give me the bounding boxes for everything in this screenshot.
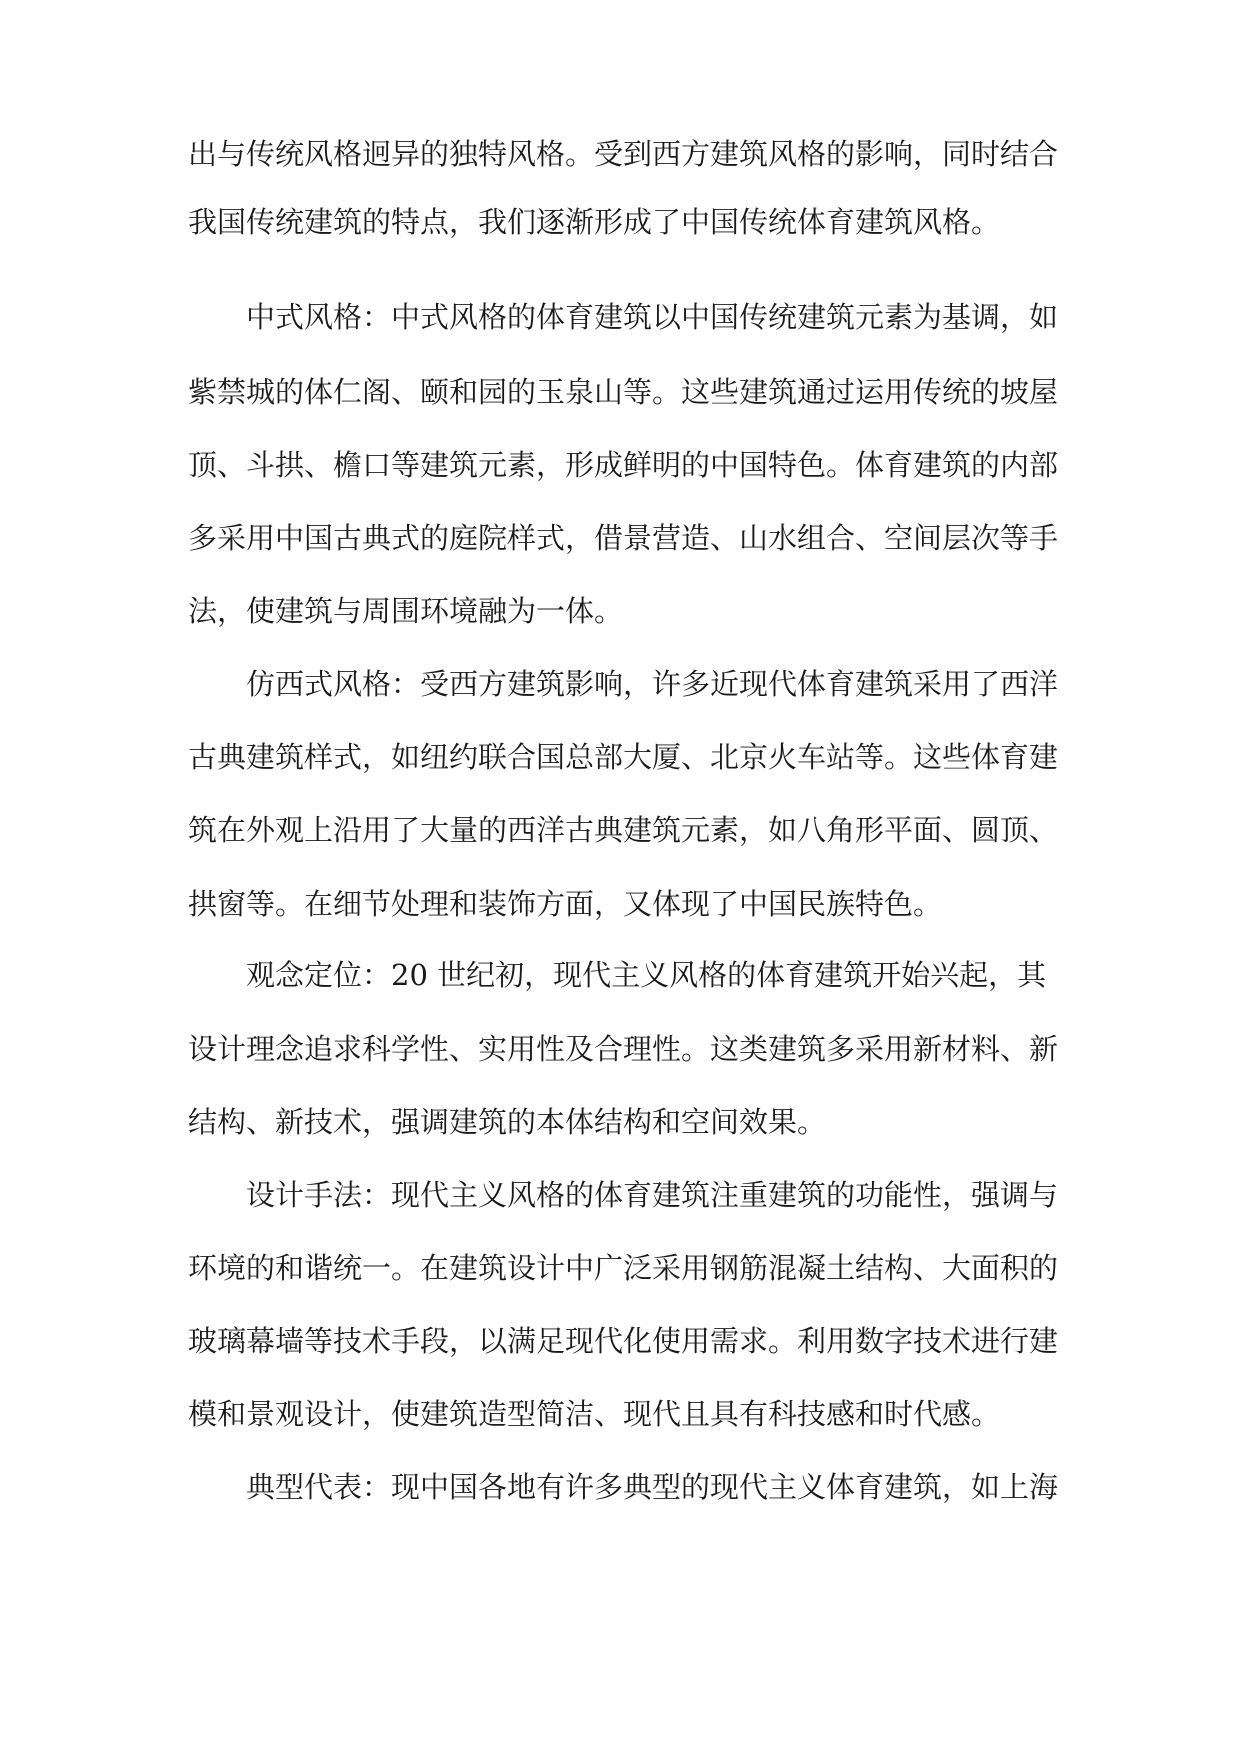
text-line: 结构、新技术，强调建筑的本体结构和空间效果。 — [188, 1105, 827, 1139]
text-line: 玻璃幕墙等技术手段，以满足现代化使用需求。利用数字技术进行建 — [188, 1324, 1059, 1358]
paragraph-start: 观念定位：20 世纪初，现代主义风格的体育建筑开始兴起，其 — [246, 958, 1047, 992]
text-line: 拱窗等。在细节处理和装饰方面，又体现了中国民族特色。 — [188, 887, 943, 921]
paragraph-start: 仿西式风格：受西方建筑影响，许多近现代体育建筑采用了西洋 — [246, 667, 1059, 701]
paragraph-start: 中式风格：中式风格的体育建筑以中国传统建筑元素为基调，如 — [246, 300, 1059, 334]
text-line: 我国传统建筑的特点，我们逐渐形成了中国传统体育建筑风格。 — [188, 205, 1001, 239]
text-line: 法，使建筑与周围环境融为一体。 — [188, 594, 624, 628]
text-line: 古典建筑样式，如纽约联合国总部大厦、北京火车站等。这些体育建 — [188, 740, 1059, 774]
text-line: 顶、斗拱、檐口等建筑元素，形成鲜明的中国特色。体育建筑的内部 — [188, 448, 1059, 482]
paragraph-start: 典型代表：现中国各地有许多典型的现代主义体育建筑，如上海 — [246, 1470, 1059, 1504]
text-line: 环境的和谐统一。在建筑设计中广泛采用钢筋混凝土结构、大面积的 — [188, 1251, 1059, 1285]
text-line: 多采用中国古典式的庭院样式，借景营造、山水组合、空间层次等手 — [188, 521, 1059, 555]
text-line: 设计理念追求科学性、实用性及合理性。这类建筑多采用新材料、新 — [188, 1032, 1059, 1066]
text-line: 出与传统风格迥异的独特风格。受到西方建筑风格的影响，同时结合 — [188, 137, 1059, 171]
text-line: 紫禁城的体仁阁、颐和园的玉泉山等。这些建筑通过运用传统的坡屋 — [188, 375, 1059, 409]
paragraph-start: 设计手法：现代主义风格的体育建筑注重建筑的功能性，强调与 — [246, 1178, 1059, 1212]
text-line: 筑在外观上沿用了大量的西洋古典建筑元素，如八角形平面、圆顶、 — [188, 813, 1059, 847]
text-line: 模和景观设计，使建筑造型简洁、现代且具有科技感和时代感。 — [188, 1397, 1001, 1431]
